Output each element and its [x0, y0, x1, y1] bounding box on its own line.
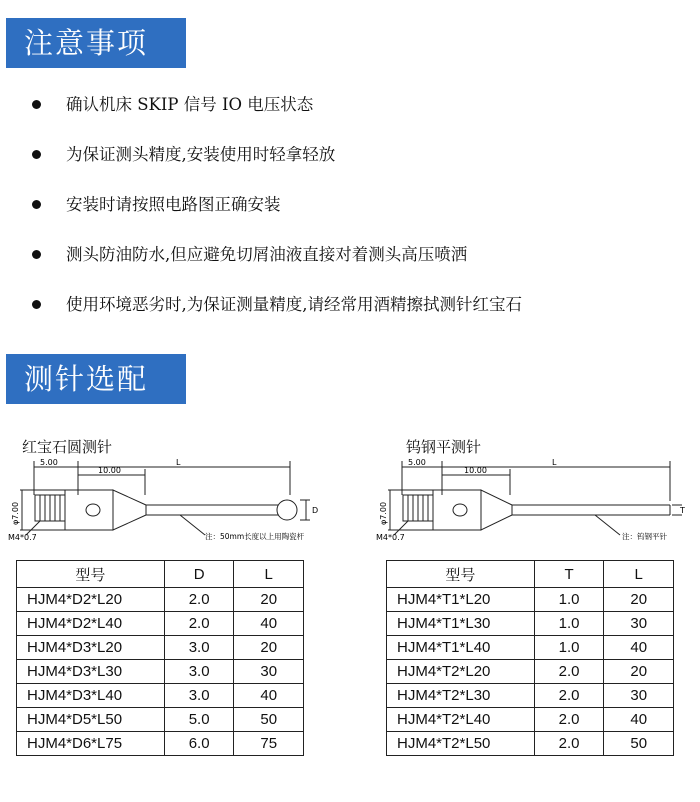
stylus-section-title: 测针选配 — [6, 354, 186, 404]
cell-l: 40 — [604, 708, 674, 732]
cell-t: 2.0 — [534, 684, 604, 708]
notice-item — [30, 80, 690, 130]
bullet-icon — [32, 200, 41, 209]
cell-model: HJM4*T1*L30 — [387, 612, 535, 636]
header-l: L — [604, 561, 674, 588]
notice-item — [30, 280, 690, 330]
cell-model: HJM4*T1*L20 — [387, 588, 535, 612]
cell-t: 1.0 — [534, 588, 604, 612]
table-header-row — [17, 561, 304, 588]
cell-model: HJM4*D3*L20 — [17, 636, 165, 660]
table-row — [387, 732, 674, 756]
tungsten-spec-table — [386, 560, 674, 756]
cell-l: 20 — [604, 660, 674, 684]
ruby-spec-table — [16, 560, 304, 756]
notice-item-text: 确认机床 SKIP 信号 IO 电压状态 — [66, 95, 314, 114]
table-row — [387, 612, 674, 636]
tungsten-stylus-title: 钨钢平测针 — [406, 438, 482, 456]
cell-d: 6.0 — [164, 732, 234, 756]
cell-l: 75 — [234, 732, 304, 756]
cell-d: 2.0 — [164, 588, 234, 612]
table-row — [387, 708, 674, 732]
cell-l: 20 — [234, 636, 304, 660]
table-row — [17, 636, 304, 660]
cell-l: 40 — [604, 636, 674, 660]
cell-model: HJM4*T2*L50 — [387, 732, 535, 756]
ruby-thread-label: M4*0.7 — [8, 533, 37, 542]
cell-d: 5.0 — [164, 708, 234, 732]
cell-t: 2.0 — [534, 660, 604, 684]
notice-item-text: 使用环境恶劣时,为保证测量精度,请经常用酒精擦拭测针红宝石 — [66, 295, 522, 314]
cell-d: 3.0 — [164, 684, 234, 708]
cell-l: 20 — [604, 588, 674, 612]
table-row — [17, 660, 304, 684]
cell-l: 40 — [234, 612, 304, 636]
header-t: T — [534, 561, 604, 588]
cell-d: 2.0 — [164, 612, 234, 636]
cell-l: 30 — [604, 612, 674, 636]
cell-t: 2.0 — [534, 708, 604, 732]
tungsten-note: 注：钨钢平针 — [622, 532, 667, 541]
bullet-icon — [32, 300, 41, 309]
notice-section-title: 注意事项 — [6, 18, 186, 68]
ruby-stylus-drawing — [0, 455, 345, 550]
ruby-note: 注：50mm长度以上用陶瓷杆 — [205, 532, 305, 541]
table-row — [387, 660, 674, 684]
ruby-dim-dia: φ7.00 — [11, 501, 20, 525]
cell-t: 1.0 — [534, 612, 604, 636]
cell-d: 3.0 — [164, 660, 234, 684]
table-row — [17, 684, 304, 708]
cell-d: 3.0 — [164, 636, 234, 660]
header-l: L — [234, 561, 304, 588]
notice-item — [30, 180, 690, 230]
ruby-dim-d: D — [312, 506, 319, 515]
cell-model: HJM4*T1*L40 — [387, 636, 535, 660]
cell-model: HJM4*T2*L20 — [387, 660, 535, 684]
tungsten-dim-dia: φ7.00 — [379, 501, 388, 525]
bullet-icon — [32, 150, 41, 159]
tungsten-dim-a: 5.00 — [408, 458, 426, 467]
cell-model: HJM4*T2*L40 — [387, 708, 535, 732]
notice-list — [30, 80, 690, 330]
header-model: 型号 — [17, 561, 165, 588]
notice-item-text: 测头防油防水,但应避免切屑油液直接对着测头高压喷洒 — [66, 245, 468, 264]
table-row — [17, 708, 304, 732]
cell-t: 1.0 — [534, 636, 604, 660]
table-row — [17, 732, 304, 756]
bullet-icon — [32, 250, 41, 259]
cell-l: 30 — [234, 660, 304, 684]
cell-t: 2.0 — [534, 732, 604, 756]
table-row — [387, 588, 674, 612]
cell-model: HJM4*T2*L30 — [387, 684, 535, 708]
ruby-dim-b: 10.00 — [98, 466, 121, 475]
tungsten-dim-l: L — [552, 458, 557, 467]
notice-item-text: 为保证测头精度,安装使用时轻拿轻放 — [66, 145, 336, 164]
cell-l: 50 — [234, 708, 304, 732]
tungsten-thread-label: M4*0.7 — [376, 533, 405, 542]
tungsten-dim-b: 10.00 — [464, 466, 487, 475]
cell-model: HJM4*D3*L40 — [17, 684, 165, 708]
ruby-dim-a: 5.00 — [40, 458, 58, 467]
cell-l: 30 — [604, 684, 674, 708]
tungsten-dim-t: T — [680, 506, 685, 515]
cell-model: HJM4*D5*L50 — [17, 708, 165, 732]
cell-model: HJM4*D2*L40 — [17, 612, 165, 636]
header-model: 型号 — [387, 561, 535, 588]
cell-l: 50 — [604, 732, 674, 756]
table-row — [387, 636, 674, 660]
table-header-row — [387, 561, 674, 588]
cell-model: HJM4*D6*L75 — [17, 732, 165, 756]
header-d: D — [164, 561, 234, 588]
ruby-stylus-title: 红宝石圆测针 — [22, 438, 113, 456]
table-row — [17, 588, 304, 612]
cell-l: 20 — [234, 588, 304, 612]
notice-item — [30, 130, 690, 180]
cell-l: 40 — [234, 684, 304, 708]
notice-item-text: 安装时请按照电路图正确安装 — [66, 195, 281, 214]
table-row — [387, 684, 674, 708]
notice-item — [30, 230, 690, 280]
cell-model: HJM4*D2*L20 — [17, 588, 165, 612]
cell-model: HJM4*D3*L30 — [17, 660, 165, 684]
tungsten-stylus-drawing — [370, 455, 695, 550]
ruby-dim-l: L — [176, 458, 181, 467]
bullet-icon — [32, 100, 41, 109]
table-row — [17, 612, 304, 636]
